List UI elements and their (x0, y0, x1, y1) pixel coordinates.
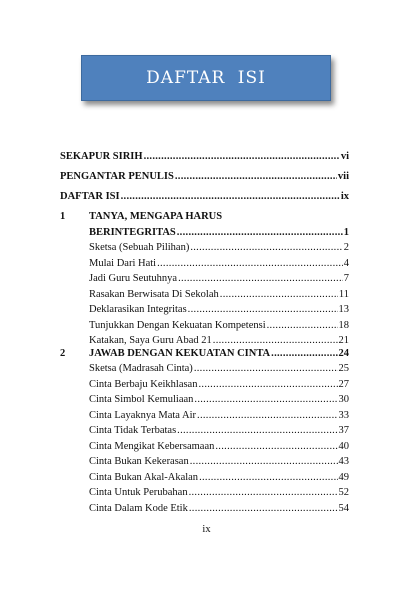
toc-entry-label: Rasakan Berwisata Di Sekolah (89, 288, 219, 300)
leader-dots (220, 288, 338, 301)
toc-entry-section[interactable] (89, 502, 349, 515)
toc-entry-label: Jadi Guru Seutuhnya (89, 273, 178, 284)
toc-entry-label: Mulai Dari Hati (89, 257, 157, 269)
leader-dots (271, 347, 337, 360)
toc-entry-label: PENGANTAR PENULIS (60, 171, 174, 182)
leader-dots (157, 257, 343, 270)
toc-entry-chapter-1[interactable] (89, 226, 349, 239)
toc-entry-page: 40 (338, 440, 349, 452)
leader-dots (194, 362, 338, 375)
toc-entry-label: Cinta Tidak Terbatas (89, 425, 177, 436)
leader-dots (194, 393, 337, 406)
leader-dots (175, 170, 337, 183)
toc-entry-section[interactable] (89, 257, 349, 270)
leader-dots (267, 319, 338, 332)
leader-dots (197, 409, 337, 422)
leader-dots (177, 226, 343, 239)
toc-entry-page: 25 (338, 363, 349, 374)
toc-entry-section[interactable] (89, 241, 349, 254)
chapter-number: 2 (60, 348, 66, 359)
toc-entry-label: DAFTAR ISI (60, 191, 120, 202)
page-number: ix (202, 524, 211, 535)
toc-entry-section[interactable] (89, 378, 349, 391)
toc-entry-page: 4 (343, 257, 349, 269)
toc-entry-page: ix (340, 191, 349, 202)
toc-entry-label: Cinta Bukan Kekerasan (89, 456, 189, 467)
toc-entry-label: Sketsa (Sebuah Pilihan) (89, 242, 190, 253)
toc-entry-page: 54 (338, 502, 349, 514)
toc-entry-section[interactable] (89, 272, 349, 285)
toc-entry-page: 7 (343, 273, 349, 284)
toc-entry-page: 21 (338, 335, 349, 346)
toc-entry-section[interactable] (89, 486, 349, 499)
toc-entry-page: 33 (338, 409, 349, 421)
toc-entry-label: Deklarasikan Integritas (89, 304, 187, 315)
toc-entry-page: vi (340, 151, 349, 162)
toc-entry-pengantar-penulis[interactable] (60, 170, 349, 183)
toc-entry-page: vii (337, 171, 349, 182)
toc-entry-section[interactable] (89, 440, 349, 453)
leader-dots (189, 502, 338, 515)
leader-dots (198, 378, 337, 391)
leader-dots (177, 424, 337, 437)
toc-entry-label: Tunjukkan Dengan Kekuatan Kompetensi (89, 319, 266, 331)
toc-entry-page: 18 (338, 319, 349, 331)
leader-dots (121, 190, 340, 203)
toc-entry-label: JAWAB DENGAN KEKUATAN CINTA (89, 348, 271, 359)
toc-entry-page: 27 (338, 378, 349, 390)
toc-entry-page: 1 (343, 227, 349, 238)
leader-dots (189, 486, 338, 499)
toc-entry-label: Katakan, Saya Guru Abad 21 (89, 335, 212, 346)
toc-entry-section[interactable] (89, 471, 349, 484)
toc-entry-section[interactable] (89, 303, 349, 316)
leader-dots (215, 440, 337, 453)
toc-entry-section[interactable] (89, 362, 349, 375)
toc-entry-page: 13 (338, 304, 349, 315)
chapter-title[interactable]: TANYA, MENGAPA HARUS (89, 211, 223, 222)
leader-dots (213, 334, 338, 347)
title-banner (81, 55, 331, 101)
toc-entry-section[interactable] (89, 409, 349, 422)
toc-entry-label: Cinta Untuk Perubahan (89, 487, 188, 498)
leader-dots (190, 241, 342, 254)
toc-entry-label: Cinta Layaknya Mata Air (89, 409, 197, 421)
leader-dots (188, 303, 338, 316)
toc-entry-page: 49 (338, 471, 349, 483)
leader-dots (144, 150, 340, 163)
toc-entry-page: 52 (338, 487, 349, 498)
toc-entry-section[interactable] (89, 393, 349, 406)
toc-entry-label: SEKAPUR SIRIH (60, 151, 143, 162)
toc-entry-section[interactable] (89, 319, 349, 332)
leader-dots (178, 272, 343, 285)
toc-entry-section[interactable] (89, 334, 349, 347)
toc-entry-chapter-2[interactable] (89, 347, 349, 360)
toc-entry-page: 43 (338, 456, 349, 467)
toc-entry-page: 24 (338, 348, 349, 359)
toc-entry-daftar-isi[interactable] (60, 190, 349, 203)
leader-dots (190, 455, 338, 468)
toc-entry-label: Cinta Dalam Kode Etik (89, 502, 188, 514)
toc-entry-page: 30 (338, 394, 349, 405)
toc-entry-label: Cinta Simbol Kemuliaan (89, 394, 194, 405)
toc-entry-label: BERINTEGRITAS (89, 227, 176, 238)
toc-entry-page: 37 (338, 425, 349, 436)
toc-entry-section[interactable] (89, 288, 349, 301)
toc-entry-label: Cinta Mengikat Kebersamaan (89, 440, 215, 452)
toc-entry-label: Cinta Berbaju Keikhlasan (89, 378, 198, 390)
toc-entry-section[interactable] (89, 424, 349, 437)
toc-entry-page: 2 (343, 242, 349, 253)
chapter-number: 1 (60, 211, 66, 222)
toc-entry-label: Sketsa (Madrasah Cinta) (89, 363, 193, 374)
page-title: DAFTAR ISI (146, 68, 266, 88)
toc-entry-section[interactable] (89, 455, 349, 468)
toc-entry-page: 11 (338, 288, 349, 300)
leader-dots (199, 471, 337, 484)
toc-entry-sekapur-sirih[interactable] (60, 150, 349, 163)
toc-entry-label: Cinta Bukan Akal-Akalan (89, 471, 199, 483)
